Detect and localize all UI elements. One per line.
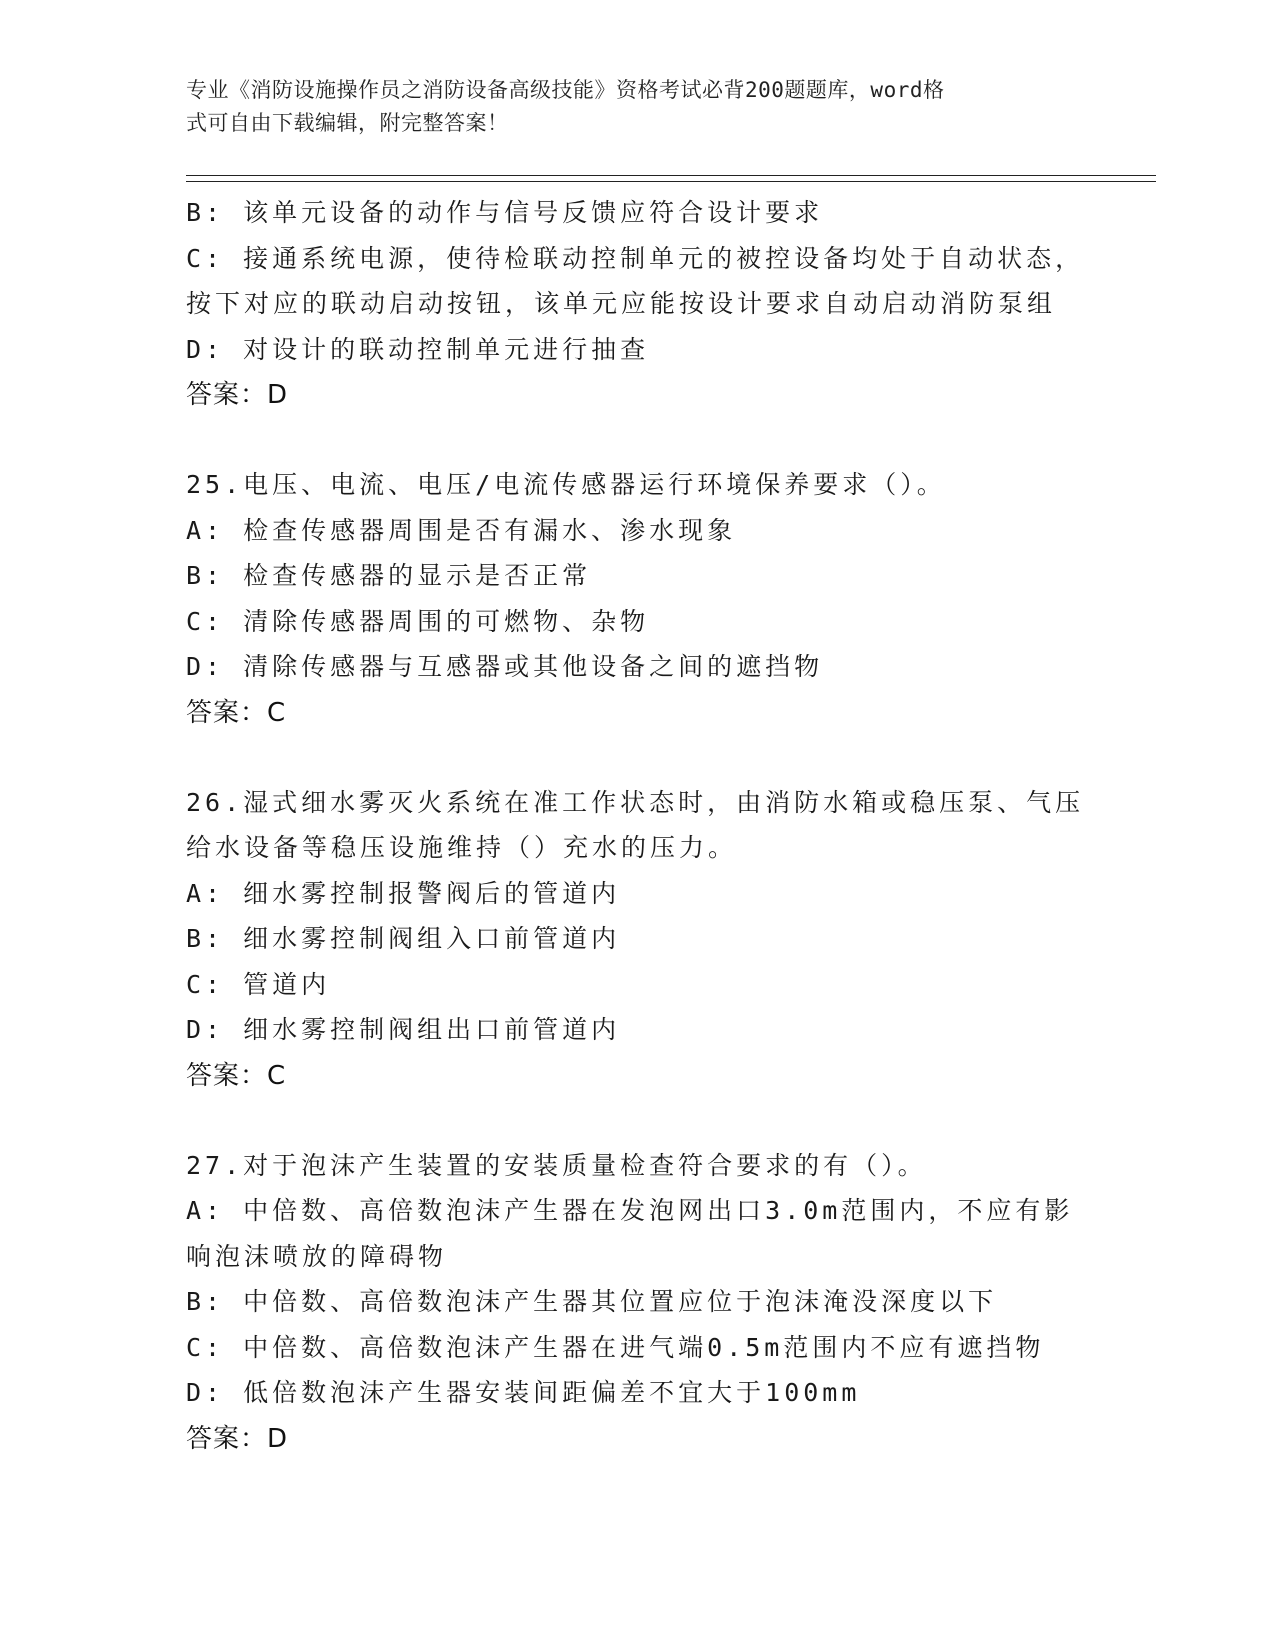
question-27 xyxy=(186,1143,1086,1462)
question-stem-line-1: 26.湿式细水雾灭火系统在准工作状态时，由消防水箱或稳压泵、气压 xyxy=(186,787,1085,817)
question-stem: 27.对于泡沫产生装置的安装质量检查符合要求的有（）。 xyxy=(186,1150,927,1180)
option-a-line-2: 响泡沫喷放的障碍物 xyxy=(186,1241,448,1271)
answer: 答案：C xyxy=(186,1060,287,1091)
spacer xyxy=(186,418,1086,462)
spacer xyxy=(186,1099,1086,1143)
header-divider-top xyxy=(186,175,1156,176)
answer: 答案：D xyxy=(186,1423,289,1454)
header-divider-bottom xyxy=(186,181,1156,182)
option-d: D: 清除传感器与互感器或其他设备之间的遮挡物 xyxy=(186,652,824,681)
question-24-continued xyxy=(186,190,1086,418)
option-c: C: 管道内 xyxy=(186,969,331,999)
option-a: A: 检查传感器周围是否有漏水、渗水现象 xyxy=(186,515,737,545)
option-a: A: 细水雾控制报警阀后的管道内 xyxy=(186,878,621,908)
option-c: C: 中倍数、高倍数泡沫产生器在进气端0.5m范围内不应有遮挡物 xyxy=(186,1332,1045,1362)
document-header xyxy=(186,74,1066,140)
option-b: B: 细水雾控制阀组入口前管道内 xyxy=(186,924,621,953)
header-title-line-2: 式可自由下载编辑，附完整答案！ xyxy=(186,111,509,135)
option-a-line-1: A: 中倍数、高倍数泡沫产生器在发泡网出口3.0m范围内，不应有影 xyxy=(186,1196,1074,1225)
option-d: D: 低倍数泡沫产生器安装间距偏差不宜大于100mm xyxy=(186,1378,861,1407)
spacer xyxy=(186,736,1086,780)
option-d: D: 对设计的联动控制单元进行抽查 xyxy=(186,334,650,364)
answer: 答案：D xyxy=(186,380,289,410)
option-c: C: 清除传感器周围的可燃物、杂物 xyxy=(186,606,650,636)
header-title-line-1: 专业《消防设施操作员之消防设备高级技能》资格考试必背200题题库，word格 xyxy=(186,78,945,102)
question-stem: 25.电压、电流、电压/电流传感器运行环境保养要求（）。 xyxy=(186,470,946,499)
option-c-line-1: C: 接通系统电源，使待检联动控制单元的被控设备均处于自动状态， xyxy=(186,243,1085,273)
option-b: B: 该单元设备的动作与信号反馈应符合设计要求 xyxy=(186,198,824,227)
question-26 xyxy=(186,780,1086,1099)
question-25 xyxy=(186,462,1086,736)
answer: 答案：C xyxy=(186,697,287,728)
option-b: B: 中倍数、高倍数泡沫产生器其位置应位于泡沫淹没深度以下 xyxy=(186,1287,998,1316)
question-list xyxy=(186,190,1086,1462)
option-c-line-2: 按下对应的联动启动按钮，该单元应能按设计要求自动启动消防泵组 xyxy=(186,289,1057,318)
option-d: D: 细水雾控制阀组出口前管道内 xyxy=(186,1015,621,1044)
question-stem-line-2: 给水设备等稳压设施维持（）充水的压力。 xyxy=(186,833,738,862)
option-b: B: 检查传感器的显示是否正常 xyxy=(186,561,592,590)
